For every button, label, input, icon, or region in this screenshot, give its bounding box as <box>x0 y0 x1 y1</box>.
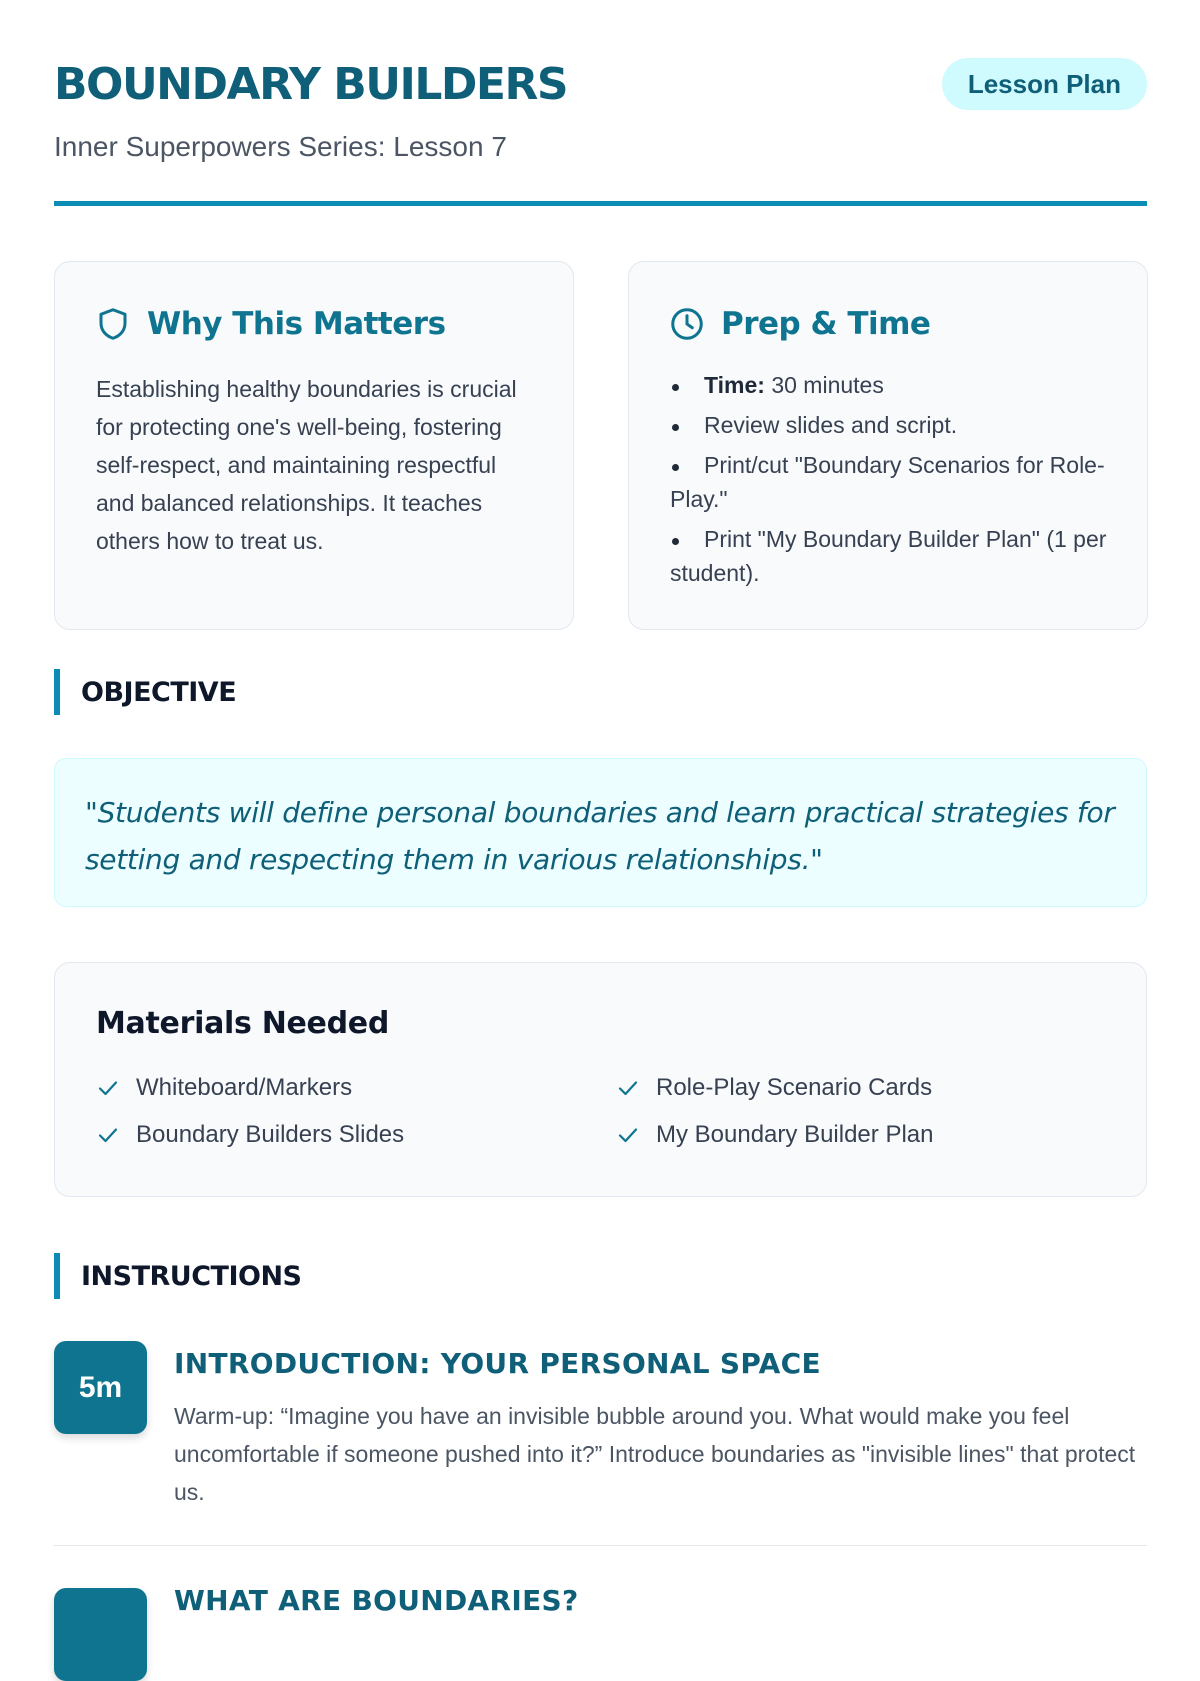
instructions-section-label <box>54 1253 302 1299</box>
prep-time-value: 30 minutes <box>764 372 884 398</box>
materials-title: Materials Needed <box>96 1006 389 1041</box>
material-label: Boundary Builders Slides <box>136 1121 405 1148</box>
prep-item: Review slides and script. <box>670 408 1110 442</box>
why-card-text: Establishing healthy boundaries is crucial for protecting one's well-being, fostering self-respect, and maintaining respectful and balanced relationships. It teaches others how to treat us. <box>96 376 517 554</box>
material-item <box>616 1074 932 1102</box>
instruction-step <box>54 1341 1147 1511</box>
page-title: BOUNDARY BUILDERS <box>54 59 568 110</box>
check-icon <box>616 1123 640 1147</box>
check-icon <box>616 1076 640 1100</box>
step-title: INTRODUCTION: YOUR PERSONAL SPACE <box>174 1347 821 1380</box>
prep-time-label: Time: <box>704 372 765 398</box>
section-accent-bar <box>54 1253 60 1299</box>
step-description: Warm-up: “Imagine you have an invisible bubble around you. What would make you feel uncomfortable if someone pushed into it?” Introduce boundaries as "invisible lines" that protect us. <box>174 1403 1136 1505</box>
step-duration-badge <box>54 1588 147 1681</box>
objective-text: "Students will define personal boundaries and learn practical strategies for setting and respecting them in various relationships." <box>85 796 1115 876</box>
materials-card <box>54 962 1147 1197</box>
prep-time-card <box>628 261 1148 630</box>
page-subtitle: Inner Superpowers Series: Lesson 7 <box>54 131 507 162</box>
material-item <box>96 1074 352 1102</box>
objective-box <box>54 758 1147 907</box>
material-item <box>96 1121 404 1149</box>
instructions-heading: INSTRUCTIONS <box>81 1260 302 1292</box>
check-icon <box>96 1076 120 1100</box>
clock-icon <box>669 306 705 342</box>
why-this-matters-card <box>54 261 574 630</box>
page-header <box>54 56 1147 162</box>
header-divider <box>54 201 1147 206</box>
prep-item: Print/cut "Boundary Scenarios for Role-Play." <box>670 448 1110 516</box>
prep-item: Print "My Boundary Builder Plan" (1 per student). <box>670 522 1110 590</box>
lesson-plan-badge: Lesson Plan <box>942 58 1147 110</box>
why-card-header <box>95 306 446 342</box>
step-duration-badge: 5m <box>54 1341 147 1434</box>
step-divider <box>54 1545 1147 1546</box>
prep-card-title: Prep & Time <box>721 306 931 342</box>
material-label: Whiteboard/Markers <box>136 1074 353 1101</box>
why-card-title: Why This Matters <box>147 306 446 342</box>
check-icon <box>96 1123 120 1147</box>
instruction-step <box>54 1584 1147 1617</box>
material-item <box>616 1121 933 1149</box>
step-title: WHAT ARE BOUNDARIES? <box>174 1584 579 1617</box>
material-label: My Boundary Builder Plan <box>656 1121 934 1148</box>
objective-heading: OBJECTIVE <box>81 676 237 708</box>
objective-section-label <box>54 669 236 715</box>
prep-item-time <box>670 368 1110 402</box>
prep-list <box>670 368 1110 596</box>
material-label: Role-Play Scenario Cards <box>656 1074 933 1101</box>
prep-card-header <box>669 306 930 342</box>
section-accent-bar <box>54 669 60 715</box>
shield-icon <box>95 306 131 342</box>
